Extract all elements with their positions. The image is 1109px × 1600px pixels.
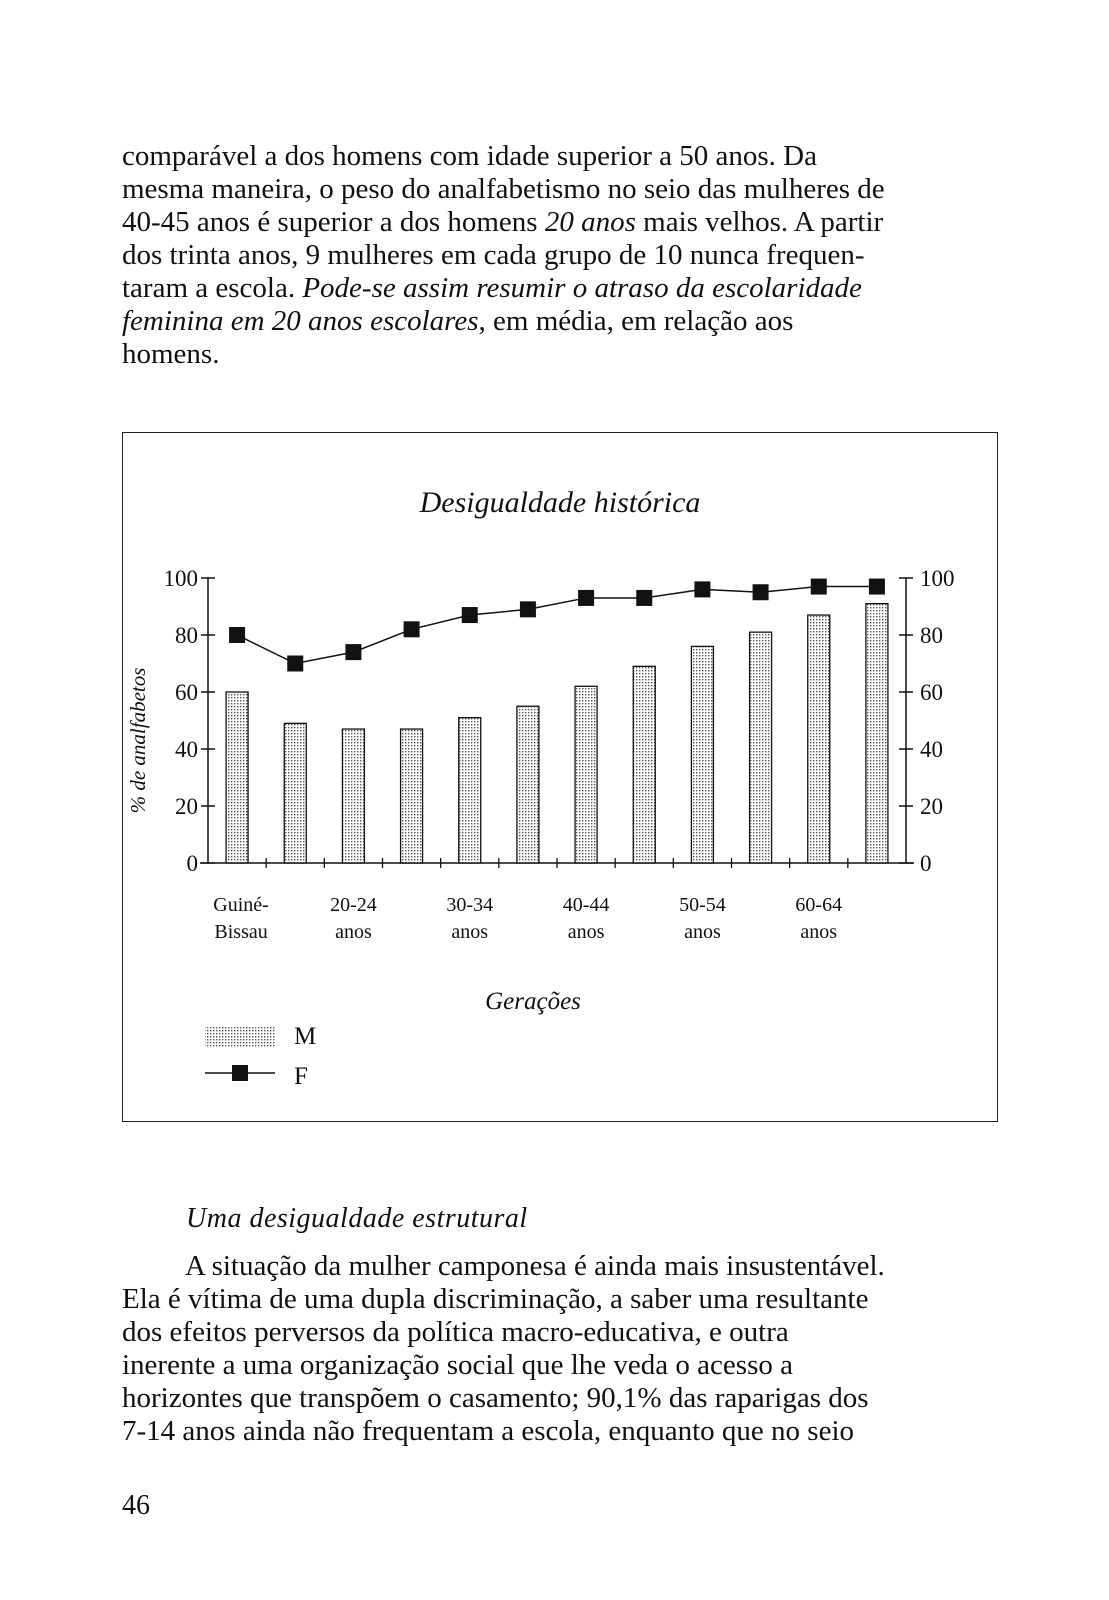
section-heading: Uma desigualdade estrutural (186, 1203, 528, 1234)
bar-m-1 (284, 723, 306, 863)
marker-f-1 (287, 656, 303, 672)
x-category-label-0-line2: Bissau (214, 921, 268, 943)
intro-line-1 (122, 140, 996, 173)
bar-m-9 (750, 632, 772, 863)
marker-f-10 (811, 579, 827, 595)
bar-m-4 (459, 718, 481, 863)
legend-m-label: M (294, 1023, 317, 1050)
y-tick-label-right: 40 (920, 737, 943, 762)
y-axis-title: % de analfabetos (126, 667, 150, 814)
page-number: 46 (122, 1490, 150, 1521)
intro-line-3: 40-45 anos é superior a dos homens 20 anos mais velhos. A partir (122, 206, 884, 238)
chart-title: Desigualdade histórica (419, 486, 701, 519)
x-axis-title: Gerações (485, 988, 581, 1015)
intro-paragraph (122, 140, 996, 371)
bar-m-11 (866, 604, 888, 863)
emphasis-20-anos: 20 anos (544, 206, 636, 238)
intro-line-1-text: comparável a dos homens com idade superior a 50 anos. Da (122, 140, 817, 172)
marker-f-11 (869, 579, 885, 595)
legend-m-swatch (205, 1027, 275, 1047)
y-tick-label-left: 40 (175, 737, 198, 762)
body-line-3: dos efeitos perversos da política macro-educativa, e outra (122, 1316, 789, 1348)
x-category-label-6-line1: 40-44 (562, 894, 610, 916)
body-line-5: horizontes que transpõem o casamento; 90,1% das raparigas dos (122, 1382, 869, 1414)
body-line-2: Ela é vítima de uma dupla discriminação, a saber uma resultante (122, 1283, 869, 1315)
bar-m-5 (517, 706, 539, 863)
emphasis-summary-end: feminina em 20 anos escolares (122, 305, 479, 337)
x-category-label-10-line2: anos (800, 921, 838, 943)
intro-line-7: homens. (122, 338, 220, 370)
marker-f-0 (229, 627, 245, 643)
x-category-label-0-line1: Guiné- (213, 894, 269, 916)
y-tick-label-left: 20 (175, 794, 198, 819)
y-tick-label-right: 60 (920, 680, 943, 705)
y-tick-label-right: 0 (920, 851, 932, 876)
y-tick-label-right: 100 (920, 566, 955, 591)
x-category-label-2-line2: anos (335, 921, 372, 943)
intro-line-2: mesma maneira, o peso do analfabetismo no seio das mulheres de (122, 173, 885, 205)
emphasis-summary-start: Pode-se assim resumir o atraso da escolaridade (302, 272, 862, 304)
y-tick-label-left: 80 (175, 623, 198, 648)
marker-f-8 (694, 581, 710, 597)
marker-f-2 (345, 644, 361, 660)
bar-m-10 (808, 615, 830, 863)
x-category-label-4-line1: 30-34 (446, 894, 494, 916)
y-tick-label-left: 60 (175, 680, 198, 705)
marker-f-7 (636, 590, 652, 606)
intro-line-6: feminina em 20 anos escolares, em média, em relação aos (122, 305, 794, 337)
y-tick-label-right: 80 (920, 623, 943, 648)
body-line-1: A situação da mulher camponesa é ainda mais insustentável. (185, 1250, 885, 1282)
marker-f-9 (753, 584, 769, 600)
body-line-4: inerente a uma organização social que lhe veda o acesso a (122, 1349, 793, 1381)
figure-frame (122, 432, 998, 1122)
marker-f-5 (520, 601, 536, 617)
marker-f-3 (404, 621, 420, 637)
x-category-label-2-line1: 20-24 (330, 894, 377, 916)
y-tick-label-left: 100 (163, 566, 198, 591)
bar-m-3 (401, 729, 423, 863)
bar-m-7 (633, 666, 655, 863)
intro-line-5: taram a escola. Pode-se assim resumir o atraso da escolaridade (122, 272, 862, 304)
x-category-label-10-line1: 60-64 (795, 894, 843, 916)
x-category-label-4-line2: anos (451, 921, 489, 943)
intro-line-4: dos trinta anos, 9 mulheres em cada grupo de 10 nunca frequen- (122, 239, 865, 271)
body-line-6: 7-14 anos ainda não frequentam a escola, enquanto que no seio (122, 1415, 854, 1447)
legend-f-label: F (294, 1063, 308, 1090)
marker-f-6 (578, 590, 594, 606)
chart-svg (123, 433, 996, 1120)
marker-f-4 (462, 607, 478, 623)
x-category-label-6-line2: anos (567, 921, 605, 943)
y-tick-label-right: 20 (920, 794, 943, 819)
y-tick-label-left: 0 (186, 851, 198, 876)
body-paragraph (122, 1250, 996, 1448)
bar-m-0 (226, 692, 248, 863)
bar-m-8 (691, 646, 713, 863)
x-category-label-8-line2: anos (684, 921, 721, 943)
line-f (237, 587, 877, 664)
legend-f-marker (232, 1065, 248, 1081)
bar-m-6 (575, 686, 597, 863)
x-category-label-8-line1: 50-54 (679, 894, 726, 916)
bar-m-2 (342, 729, 364, 863)
